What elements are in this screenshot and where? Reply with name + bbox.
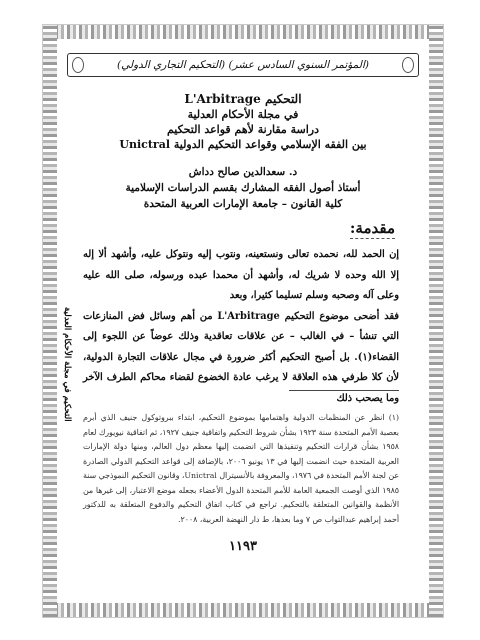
paper-subtitle: دراسة مقارنة لأهم قواعد التحكيم (166, 123, 320, 136)
conference-banner (67, 53, 419, 77)
paragraph: إن الحمد لله، نحمده تعالى ونستعينه، ونتوب إليه ونتوكل عليه، وأشهد ألا إله إلا الله وحده لا شريك له، وأشهد أن محمدا عبده ورسوله، صلى الله عليه وعلى آله وصحبه وسلم تسليما كثيرا، وبعد (83, 249, 399, 301)
decorative-border-top (43, 25, 443, 39)
section-heading: مقدمة: (349, 219, 395, 237)
banner-text: (المؤتمر السنوي السادس عشر) (التحكيم التجاري الدولي) (117, 59, 369, 71)
footnote: (١) انظر عن المنظمات الدولية واهتمامها بموضوع التحكيم، ابتداء ببروتوكول جنيف الذي أبرم بعصبة الأمم المتحدة سنة ١٩٢٣ بشأن شروط التحكيم واتفاقية جنيف ١٩٢٧، ثم اتفاقية نيويورك لعام ١٩٥٨ بشأن قرارات التحكيم وتنفيذها التي انضمت إليها معظم دول العالم، ومنها دولة الإمارات العربية المتحدة حيث انضمت إليها في ١٣ يونيو ٢٠٠٦، بالإضافة إلى قواعد التحكيم الدولي الصادرة عن لجنة الأمم المتحدة في ١٩٧٦، والمعروفة بالأنسيترال Unictral، وقانون التحكيم النموذجي سنة ١٩٨٥ الذي أوصت الجمعية العامة للأمم المتحدة الدول الأعضاء بجعله موضع الاعتبار، إلى غيرها من الأنظمة والقوانين المتعلقة بالتحكيم. تراجع في كتاب اتفاق التحكيم والدفوع المتعلقة به للدكتور أحمد إبراهيم عبدالتواب ص ٧ وما بعدها، ط دار النهضة العربية، ٢٠٠٨. (83, 413, 399, 524)
author-position: أستاذ أصول الفقه المشارك بقسم الدراسات الإسلامية (125, 182, 361, 194)
author-affiliation: كلية القانون – جامعة الإمارات العربية المتحدة (143, 198, 343, 210)
ornament-icon (72, 57, 84, 73)
ornament-icon (402, 57, 414, 73)
decorative-border-left (43, 25, 57, 617)
author-block (77, 164, 409, 212)
paper-subtitle: بين الفقه الإسلامي وقواعد التحكيم الدولية Unictral (119, 138, 367, 151)
page-frame (42, 24, 444, 618)
paper-title-block (77, 91, 409, 212)
author-name: د. سعدالدين صالح دداش (188, 166, 298, 178)
decorative-border-right (429, 25, 443, 617)
paragraph: فقد أضحى موضوع التحكيم L'Arbitrage من أهم وسائل فض المنازعات التي تنشأ – في الغالب – عن علاقات تعاقدية وذلك عوضاً عن اللجوء إلى القضاء(١). بل أصبح التحكيم أكثر ضرورة في مجال علاقات التجارة الدولية، لأن كلا طرفي هذه العلاقة لا يرغب عادة الخضوع لقضاء محاكم الطرف الآخر وما يصحب ذلك (83, 310, 399, 404)
running-side-title: التحكيم في مجلة الأحكام العدلية (62, 306, 72, 422)
page-number: ١١٩٣ (229, 539, 257, 554)
page-content (57, 39, 429, 603)
paper-subtitle: في مجلة الأحكام العدلية (187, 108, 299, 121)
intro-body (83, 245, 399, 409)
decorative-border-bottom (43, 603, 443, 617)
footnote-separator (289, 390, 399, 391)
paper-title: التحكيم L'Arbitrage (184, 92, 302, 106)
